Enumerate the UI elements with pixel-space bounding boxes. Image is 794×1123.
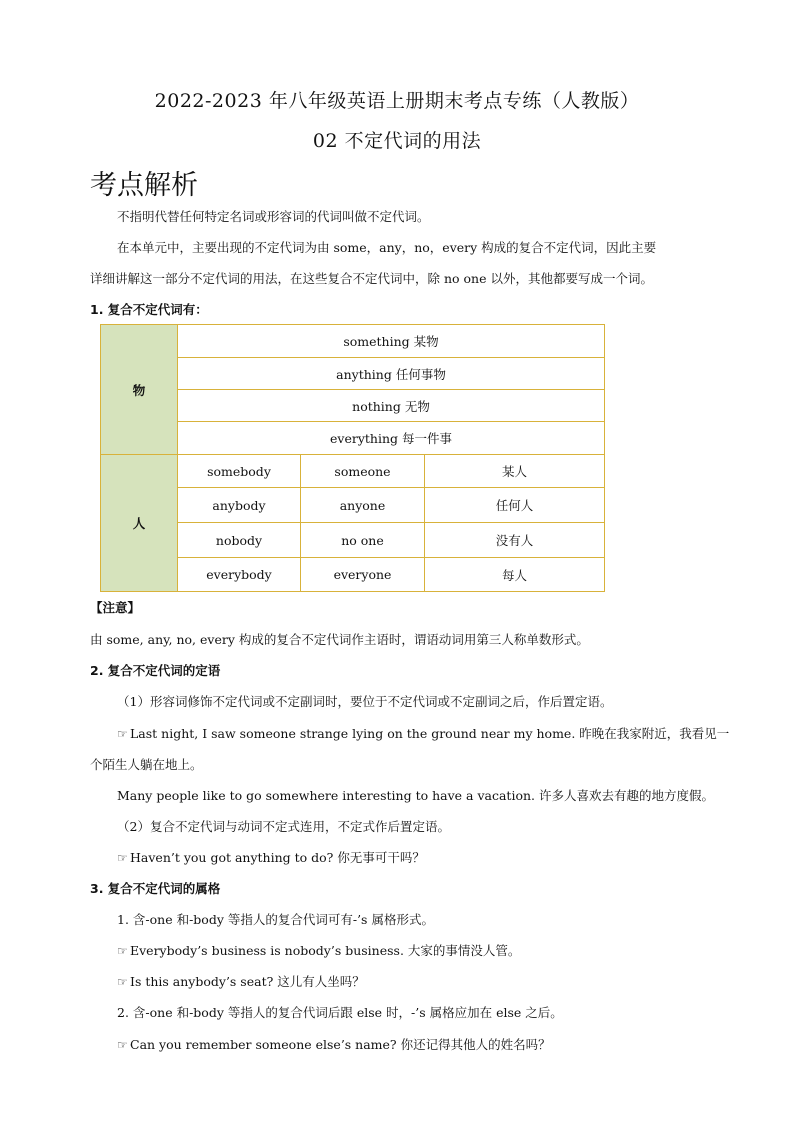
part3-example-3: ☞ Can you remember someone else’s name? 你还记得其他人的姓名吗？ — [117, 1037, 551, 1052]
pointing-hand-icon: ☞ — [117, 851, 128, 865]
pointing-hand-icon: ☞ — [117, 1038, 128, 1052]
table-cell: 任何人 — [425, 488, 604, 523]
table-cell: nobody — [178, 523, 301, 558]
intro-paragraph-2b: 详细讲解这一部分不定代词的用法，在这些复合不定代词中，除 no one 以外，其他都要写成一个词。 — [90, 271, 653, 286]
label-thing: 物 — [101, 325, 178, 455]
document-subtitle: 02 不定代词的用法 — [312, 130, 482, 152]
part2-example-2: Many people like to go somewhere interesting to have a vacation. 许多人喜欢去有趣的地方度假。 — [117, 788, 714, 803]
table-row: anything 任何事物 — [178, 358, 604, 390]
part2-heading: 2. 复合不定代词的定语 — [90, 663, 221, 678]
part2-rule-1: （1）形容词修饰不定代词或不定副词时，要位于不定代词或不定副词之后，作后置定语。 — [117, 694, 613, 709]
table-cell: anyone — [301, 488, 425, 523]
part2-rule-2: （2）复合不定代词与动词不定式连用，不定式作后置定语。 — [117, 819, 450, 834]
table-row: nothing 无物 — [178, 390, 604, 422]
pointing-hand-icon: ☞ — [117, 975, 128, 989]
pointing-hand-icon: ☞ — [117, 727, 128, 741]
table-cell: 某人 — [425, 455, 604, 488]
table-cell: 每人 — [501, 567, 527, 583]
part3-example-2: ☞ Is this anybody’s seat? 这儿有人坐吗？ — [117, 974, 365, 989]
table-cell: everybody — [178, 558, 301, 591]
part3-heading: 3. 复合不定代词的属格 — [90, 881, 221, 896]
note-label: 【注意】 — [90, 600, 141, 615]
label-person: 人 — [101, 455, 178, 591]
table-cell: somebody — [178, 455, 301, 488]
part3-rule-1: 1. 含-one 和-body 等指人的复合代词可有-’s 属格形式。 — [117, 912, 434, 927]
document-title: 2022-2023 年八年级英语上册期末考点专练（人教版） — [154, 90, 640, 112]
table-cell: someone — [301, 455, 425, 488]
part2-example-3: ☞ Haven’t you got anything to do? 你无事可干吗？ — [117, 850, 425, 865]
part3-example-1: ☞ Everybody’s business is nobody’s business. 大家的事情没人管。 — [117, 943, 521, 958]
part1-heading: 1. 复合不定代词有： — [90, 302, 208, 317]
part3-rule-2: 2. 含-one 和-body 等指人的复合代词后跟 else 时，-’s 属格应加在 else 之后。 — [117, 1005, 563, 1020]
table-cell: everyone — [301, 558, 425, 591]
pronoun-table — [100, 324, 605, 592]
note-text: 由 some, any, no, every 构成的复合不定代词作主语时，谓语动词用第三人称单数形式。 — [90, 632, 589, 647]
pointing-hand-icon: ☞ — [117, 944, 128, 958]
part2-example-1: ☞ Last night, I saw someone strange lying on the ground near my home. 昨晚在我家附近，我看见一 — [117, 726, 730, 741]
intro-paragraph-1: 不指明代替任何特定名词或形容词的代词叫做不定代词。 — [117, 209, 430, 224]
table-row: something 某物 — [178, 325, 604, 358]
section-title: 考点解析 — [90, 170, 198, 201]
table-cell: anybody — [178, 488, 301, 523]
part2-example-1-cont: 个陌生人躺在地上。 — [90, 757, 203, 772]
table-cell: no one — [301, 523, 425, 558]
table-row: everything 每一件事 — [178, 422, 604, 455]
intro-paragraph-2a: 在本单元中，主要出现的不定代词为由 some，any，no，every 构成的复合不定代词，因此主要 — [117, 240, 657, 255]
table-cell: 没有人 — [425, 523, 604, 558]
